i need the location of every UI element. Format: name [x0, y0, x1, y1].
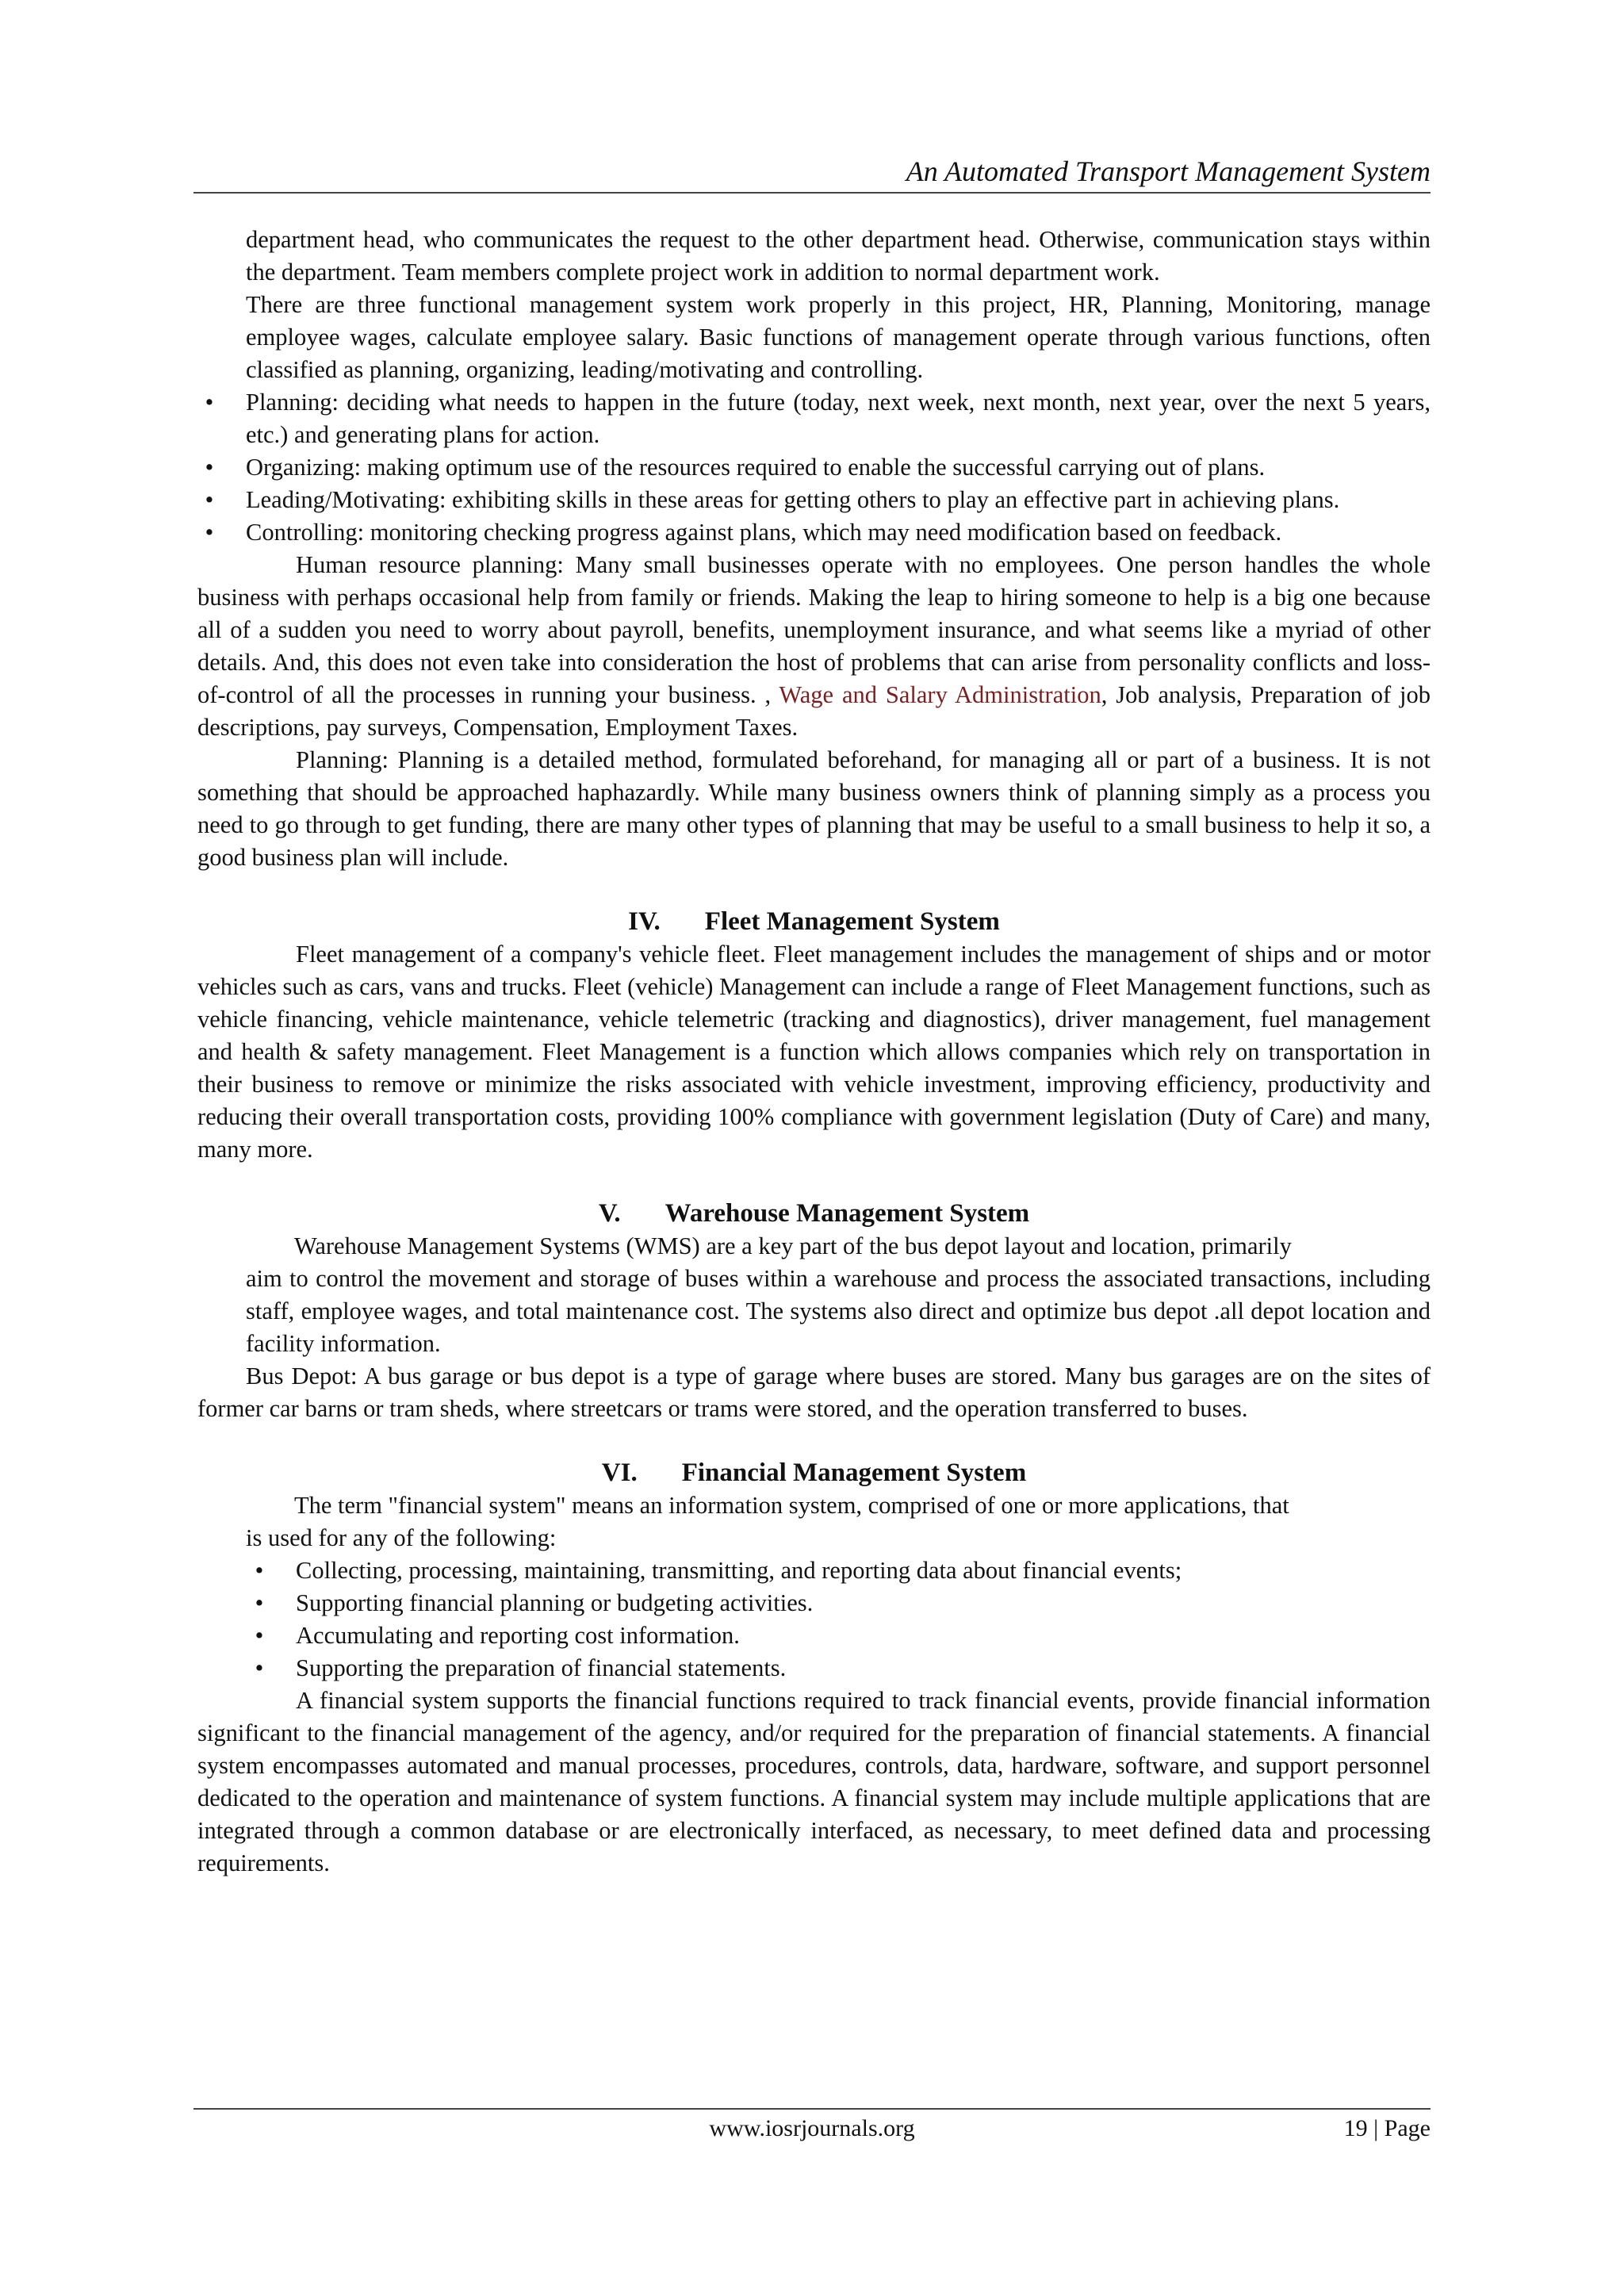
hr-planning-tail: , Job analysis, Preparation of job descriptions, pay surveys, Compensation, Employment Taxes. — [197, 681, 1431, 741]
page-body — [197, 224, 1431, 1880]
management-functions-list — [197, 386, 1431, 549]
intro-paragraph-2: There are three functional management system work properly in this project, HR, Planning, Monitoring, manage employee wages, calculate employee salary. Basic functions of management operate through various functions, often classified as planning, organizing, leading/motivating and controlling. — [246, 291, 1431, 383]
fleet-paragraph: Fleet management of a company's vehicle fleet. Fleet management includes the management of ships and or motor vehicles such as cars, vans and trucks. Fleet (vehicle) Management can include a range of Fleet Management functions, such as vehicle financing, vehicle maintenance, vehicle telemetric (tracking and diagnostics), driver management, fuel management and health & safety management. Fleet Management is a function which allows companies which rely on transportation in their business to remove or minimize the risks associated with vehicle investment, improving efficiency, productivity and reducing their overall transportation costs, providing 100% compliance with government legislation (Duty of Care) and many, many more. — [197, 941, 1431, 1163]
section-title: Fleet Management System — [704, 907, 1000, 936]
bullet-icon: • — [205, 454, 214, 481]
warehouse-paragraph-rest: aim to control the movement and storage of buses within a warehouse and process the associated transactions, including staff, employee wages, and total maintenance cost. The systems also direct and optimize bus depot .all depot location and facility information. — [246, 1265, 1431, 1357]
footer-rule — [193, 2108, 1431, 2110]
header-rule — [193, 192, 1431, 194]
planning-paragraph: Planning: Planning is a detailed method, formulated beforehand, for managing all or part of a business. It is not something that should be approached haphazardly. While many business owners think of planning simply as a process you need to go through to get funding, there are many other types of planning that may be useful to a small business to help it so, a good business plan will include. — [197, 746, 1431, 871]
bullet-icon: • — [205, 486, 214, 513]
list-item — [255, 1619, 1431, 1652]
list-item-text: Supporting financial planning or budgeting activities. — [296, 1589, 814, 1616]
financial-intro-rest: is used for any of the following: — [246, 1524, 557, 1551]
section-heading-fleet — [197, 906, 1431, 938]
running-header-title: An Automated Transport Management System — [906, 155, 1431, 187]
intro-block — [197, 224, 1431, 386]
wage-salary-link[interactable]: Wage and Salary Administration — [779, 681, 1101, 708]
list-item — [205, 516, 1431, 549]
section-number: VI. — [601, 1458, 638, 1487]
financial-intro-block — [197, 1489, 1431, 1554]
list-item — [205, 484, 1431, 516]
list-item-text: Supporting the preparation of financial statements. — [296, 1654, 787, 1681]
bullet-icon: • — [255, 1557, 264, 1584]
list-item — [255, 1652, 1431, 1685]
bus-depot-paragraph: Bus Depot: A bus garage or bus depot is a type of garage where buses are stored. Many bus garages are on the sites of former car barns or tram sheds, where streetcars or trams were stored, and the operation transferred to buses. — [197, 1363, 1431, 1422]
list-item — [255, 1587, 1431, 1619]
warehouse-block — [197, 1230, 1431, 1360]
list-item-text: Leading/Motivating: exhibiting skills in these areas for getting others to play an effective part in achieving plans. — [246, 486, 1340, 513]
section-number: IV. — [628, 907, 661, 936]
bullet-icon: • — [255, 1622, 264, 1649]
hr-planning-text: Human resource planning: Many small businesses operate with no employees. One person handles the whole business with perhaps occasional help from family or friends. Making the leap to hiring someone to help is a big one because all of a sudden you need to worry about payroll, benefits, unemployment insurance, and what seems like a myriad of other details. And, this does not even take into consideration the host of problems that can arise from personality conflicts and loss-of-control of all the processes in running your business. , — [197, 551, 1431, 708]
financial-system-list — [197, 1554, 1431, 1685]
section-heading-warehouse — [197, 1198, 1431, 1230]
financial-paragraph: A financial system supports the financial functions required to track financial events, provide financial information significant to the financial management of the agency, and/or required for the preparation of financial statements. A financial system encompasses automated and manual processes, procedures, controls, data, hardware, software, and support personnel dedicated to the operation and maintenance of system functions. A financial system may include multiple applications that are integrated through a common database or are electronically interfaced, as necessary, to meet defined data and processing requirements. — [197, 1687, 1431, 1876]
list-item — [205, 451, 1431, 484]
list-item-text: Collecting, processing, maintaining, transmitting, and reporting data about financial events; — [296, 1557, 1182, 1584]
bullet-icon: • — [255, 1589, 264, 1616]
list-item-text: Organizing: making optimum use of the resources required to enable the successful carrying out of plans. — [246, 454, 1266, 481]
hr-planning-paragraph — [197, 549, 1431, 744]
list-item — [255, 1554, 1431, 1587]
list-item-text: Accumulating and reporting cost information. — [296, 1622, 740, 1649]
footer-page-number: 19 | Page — [1343, 2115, 1431, 2141]
bullet-icon: • — [255, 1654, 264, 1681]
section-number: V. — [598, 1199, 621, 1228]
section-title: Financial Management System — [681, 1458, 1027, 1487]
bullet-icon: • — [205, 389, 214, 416]
list-item-text: Planning: deciding what needs to happen in the future (today, next week, next month, next year, over the next 5 years, etc.) and generating plans for action. — [246, 389, 1431, 448]
section-title: Warehouse Management System — [665, 1199, 1030, 1228]
list-item-text: Controlling: monitoring checking progress against plans, which may need modification based on feedback. — [246, 519, 1282, 546]
section-heading-financial — [197, 1457, 1431, 1489]
list-item — [205, 386, 1431, 451]
warehouse-paragraph-first-line: Warehouse Management Systems (WMS) are a key part of the bus depot layout and location, primarily — [294, 1232, 1292, 1259]
intro-paragraph-1: department head, who communicates the request to the other department head. Otherwise, communication stays within the department. Team members complete project work in addition to normal department work. — [246, 226, 1431, 286]
footer-url[interactable]: www.iosrjournals.org — [709, 2115, 915, 2141]
bullet-icon: • — [205, 519, 214, 546]
financial-intro-first-line: The term "financial system" means an information system, comprised of one or more applications, that — [294, 1492, 1289, 1519]
